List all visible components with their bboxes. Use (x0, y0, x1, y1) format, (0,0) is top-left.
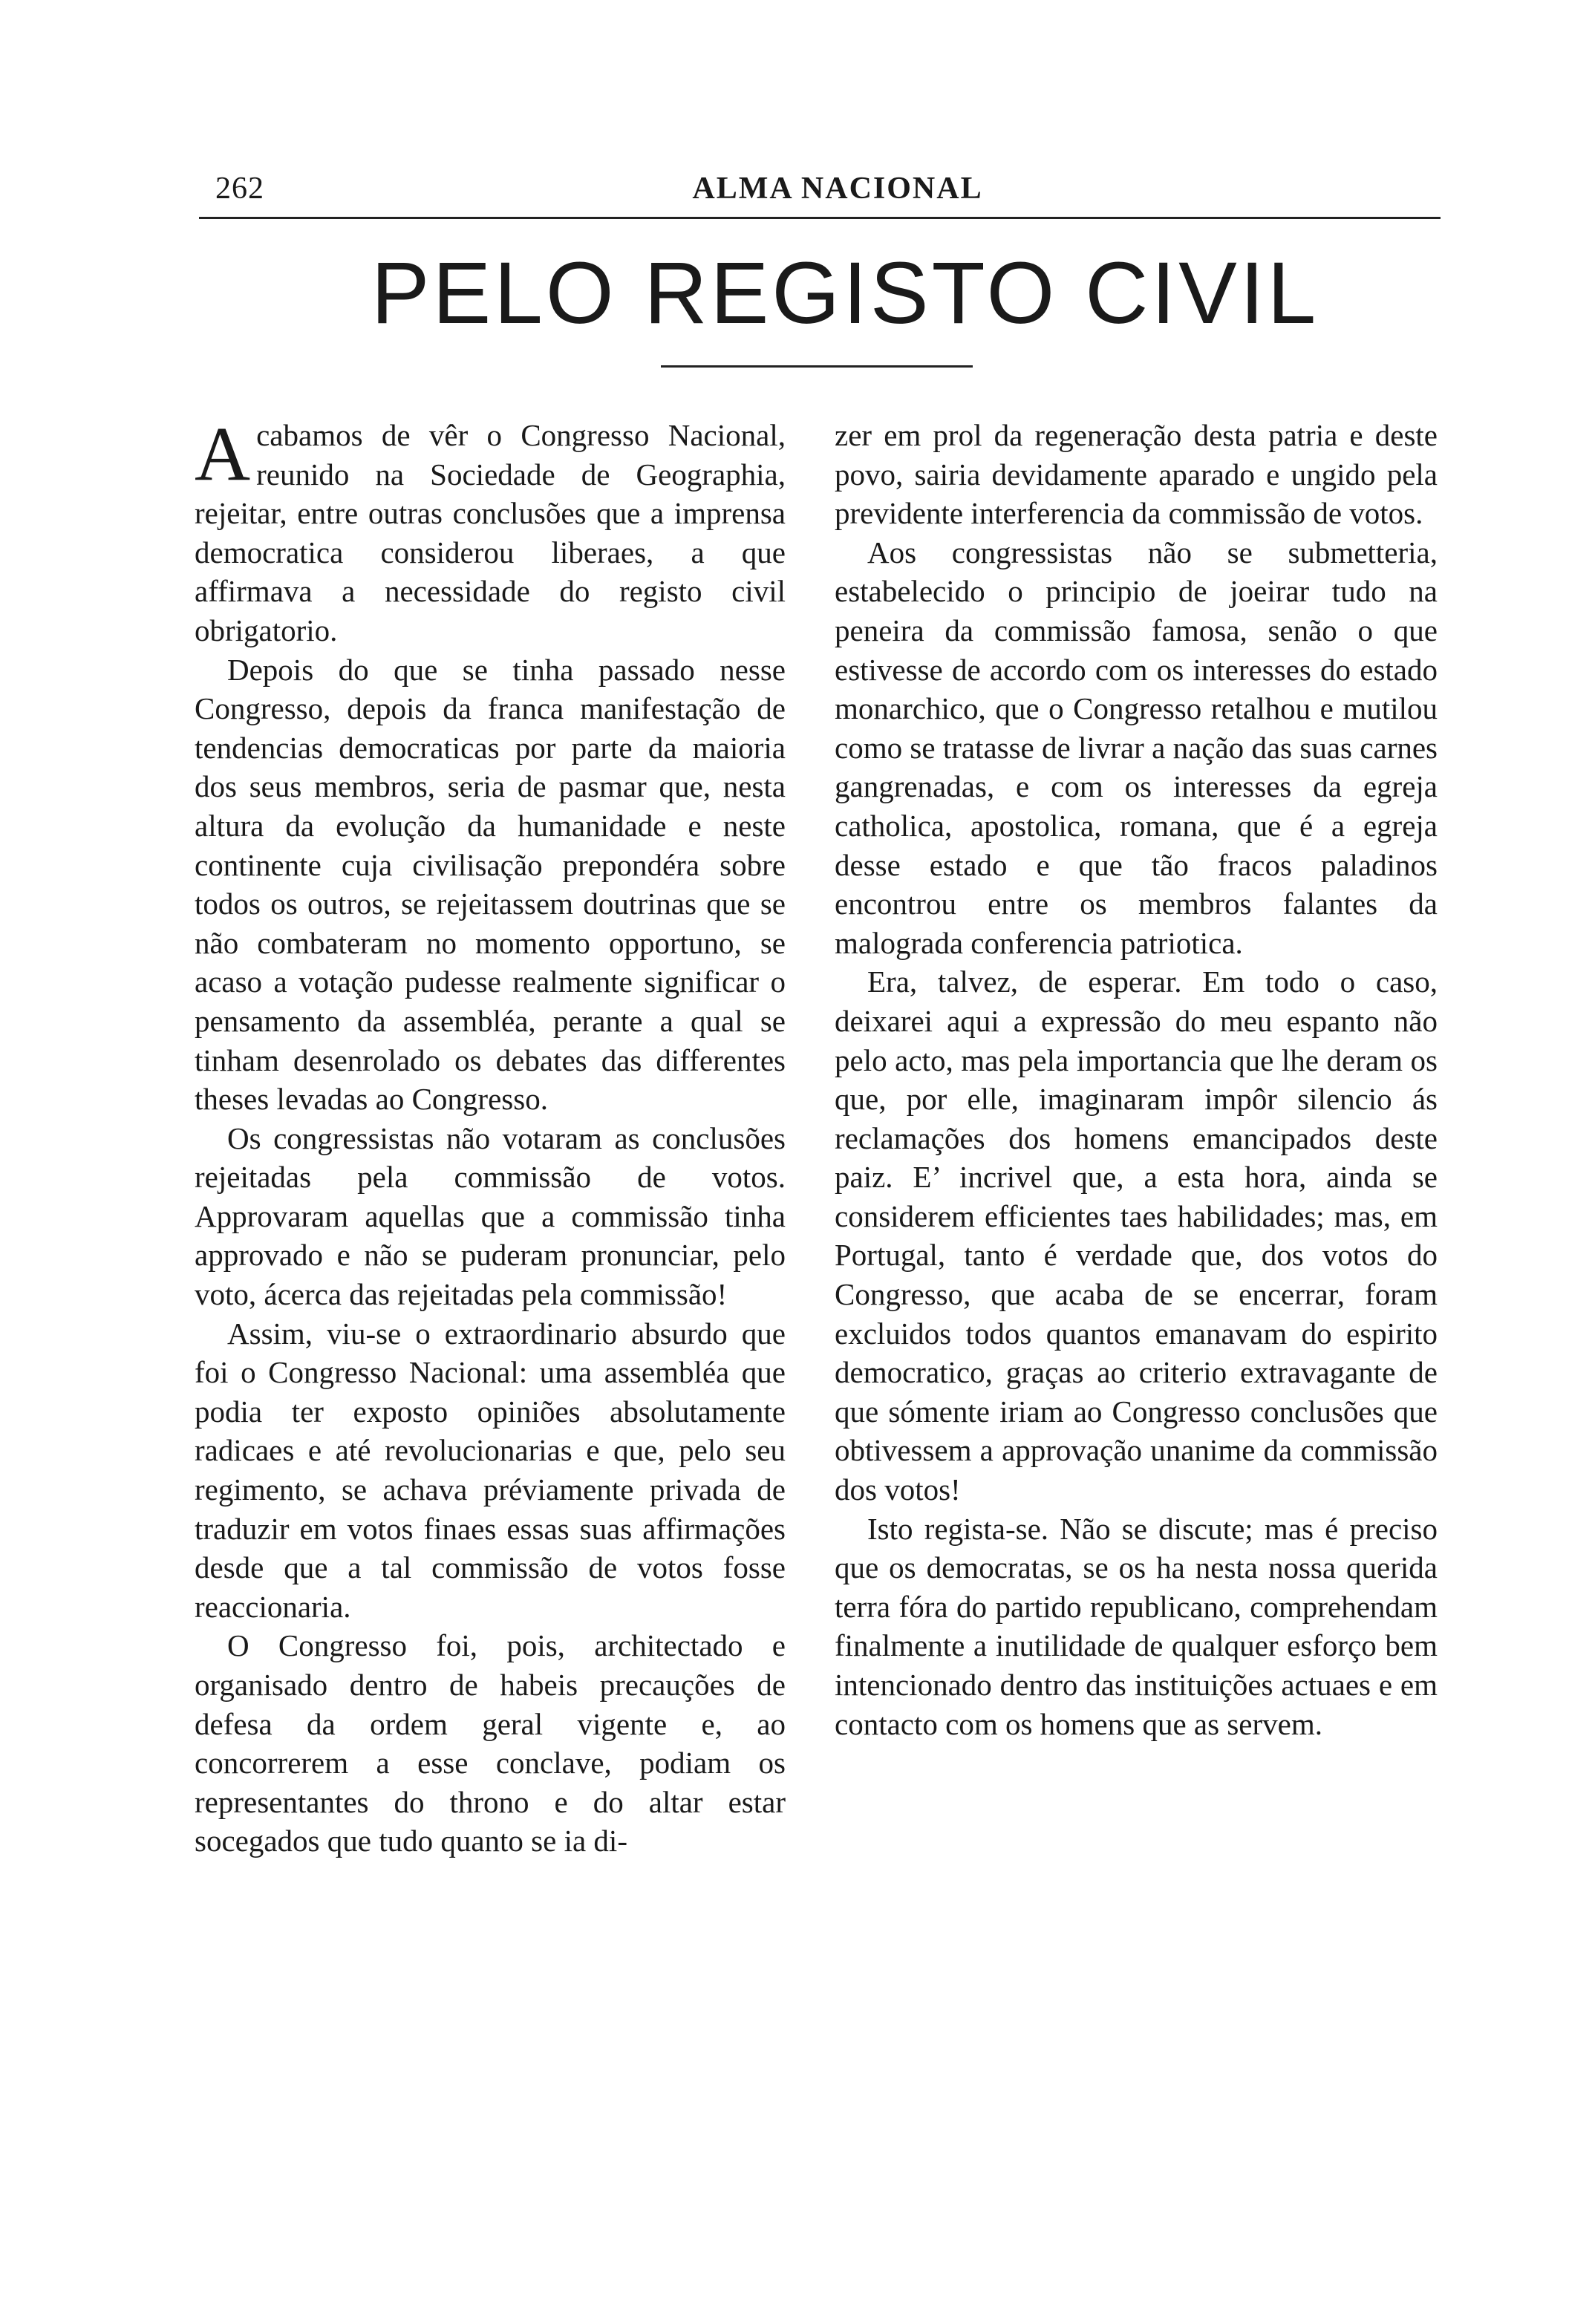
paragraph: Depois do que se tinha passado nesse Congresso, depois da franca manifestação de tendencias democraticas por parte da maioria dos seus membros, seria de pasmar que, nesta altura da evolução da humanidade e neste continente cuja civilisação prepondéra sobre todos os outros, se rejeitassem doutrinas que se não combateram no momento opportuno, se acaso a votação pudesse realmente significar o pensamento da assembléa, perante a qual se tinham desenrolado os debates das differentes theses levadas ao Congresso. (195, 652, 786, 1117)
paragraph: Assim, viu-se o extraordinario absurdo que foi o Congresso Nacional: uma assembléa que podia ter exposto opiniões absolutamente radicaes e até revolucionarias e que, pelo seu regimento, se achava préviamente privada de traduzir em votos finaes essas suas affirmações desde que a tal commissão de votos fosse reaccionaria. (195, 1316, 786, 1624)
paragraph: Era, talvez, de esperar. Em todo o caso, deixarei aqui a expressão do meu espanto não pelo acto, mas pela importancia que lhe deram os que, por elle, imaginaram impôr silencio ás reclamações dos homens emancipados deste paiz. E’ incrivel que, a esta hora, ainda se considerem efficientes taes habilidades; mas, em Portugal, tanto é verdade que, dos votos do Congresso, que acaba de se encerrar, foram excluidos todos quantos emanavam do espirito democratico, graças ao criterio extravagante de que sómente iriam ao Congresso conclusões que obtivessem a approvação unanime da commissão dos votos! (835, 964, 1438, 1507)
page-header (199, 166, 1441, 211)
left-column (195, 411, 786, 1861)
title-rule (661, 365, 973, 368)
paragraph (195, 411, 786, 650)
paragraph: Aos congressistas não se submetteria, estabelecido o principio de joeirar tudo na peneira da commissão famosa, senão o que estivesse de accordo com os interesses do estado monarchico, que o Congresso retalhou e mutilou como se tratasse de livrar a nação das suas carnes gangrenadas, e com os interesses da egreja catholica, apostolica, romana, que é a egreja desse estado e que tão fracos paladinos encontrou entre os membros falantes da malograda conferencia patriotica. (835, 535, 1438, 960)
article-title: PELO REGISTO CIVIL (371, 244, 1319, 342)
running-head: ALMA NACIONAL (692, 172, 983, 206)
header-rule (199, 217, 1441, 219)
paragraph: Os congressistas não votaram as conclusões rejeitadas pela commissão de votos. Approvaram aquellas que a commissão tinha approvado e não se puderam pronunciar, pelo voto, ácerca das rejeitadas pela commissão! (195, 1120, 786, 1312)
paragraph: O Congresso foi, pois, architectado e organisado dentro de habeis precauções de defesa da ordem geral vigente e, ao concorrerem a esse conclave, podiam os representantes do throno e do altar estar socegados que tudo quanto se ia di- (195, 1628, 786, 1858)
paragraph: Isto regista-se. Não se discute; mas é preciso que os democratas, se os ha nesta nossa querida terra fóra do partido republicano, comprehendam finalmente a inutilidade de qualquer esforço bem intencionado dentro das instituições actuaes e em contacto com os homens que as servem. (835, 1511, 1438, 1741)
paragraph: zer em prol da regeneração desta patria e deste povo, sairia devidamente aparado e ungido pela previdente interferencia da commissão de votos. (835, 418, 1438, 531)
page-number: 262 (215, 172, 264, 206)
right-column (835, 416, 1438, 1743)
drop-cap: A (195, 411, 251, 497)
paragraph-text: cabamos de vêr o Congresso Nacional, reunido na Sociedade de Geographia, rejeitar, entre outras conclusões que a imprensa democratica considerou liberaes, a que affirmava a necessidade do registo civil obrigatorio. (195, 418, 786, 647)
